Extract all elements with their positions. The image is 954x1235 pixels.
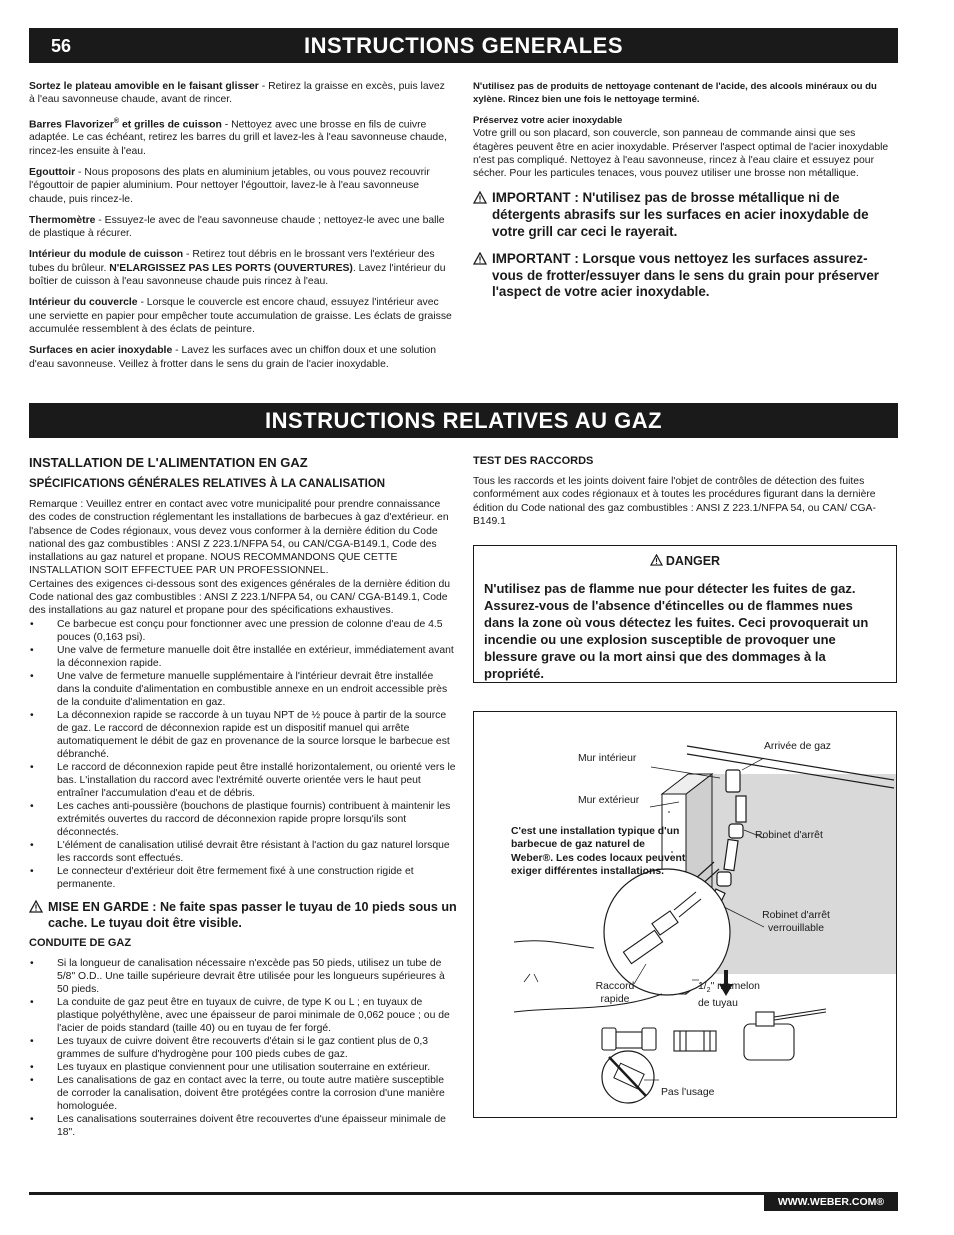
install-heading: INSTALLATION DE L'ALIMENTATION EN GAZ: [29, 455, 308, 470]
danger-box: [473, 545, 897, 683]
paragraph-plateau: Sortez le plateau amovible en le faisant glisser - Retirez la graisse en excès, puis lavez à l'eau savonneuse chaude, avant de rincer.: [29, 81, 445, 106]
list-item: • La conduite de gaz peut être en tuyaux de cuivre, de type K ou L ; en tuyaux de plastique polyéthylène, avec une épaisseur de paroi minimale de 0,062 pouce ; ou de l'acier de poids standard (taille 40) ou en tuyau de fer forgé.: [29, 996, 457, 1035]
paragraph-flavorizer: Barres Flavorizer® et grilles de cuisson - Nettoyez avec une brosse en fils de cuivre adaptée. Le cas échéant, retirez les barres du grill et lavez-les à l'eau savonneuse chaude, rincez-les ensuite à l'eau.: [29, 117, 447, 157]
label-robinet-verrouillable: Robinet d'arrêt verrouillable: [762, 910, 830, 934]
general-left-column: [29, 80, 453, 379]
cleaning-products-note: N'utilisez pas de produits de nettoyage contenant de l'acide, des alcools minéraux ou du xylène. Rincez bien une fois le nettoyage terminé.: [473, 81, 877, 105]
list-item: • Les tuyaux de cuivre doivent être recouverts d'étain si le gaz contient plus de 0,3 grammes de sulfure d'hydrogène pour 100 pieds cubes de gaz.: [29, 1035, 457, 1061]
page-number: 56: [51, 36, 72, 56]
list-item: • Le raccord de déconnexion rapide peut être installé horizontalement, ou orienté vers le bas. L'installation du raccord avec l'extrémité ouverte orientée vers le haut peut entraîner l'accumulation d'eau et de débris.: [29, 761, 457, 800]
warning-icon: [650, 554, 663, 566]
list-item: • Les canalisations de gaz en contact avec la terre, ou toute autre matière susceptible de corroder la canalisation, doivent être protégées contre la corrosion d'une manière homologuée.: [29, 1074, 457, 1113]
list-item: • Une valve de fermeture manuelle doit être installée en extérieur, immédiatement avant la déconnexion rapide.: [29, 644, 457, 670]
paragraph-thermometre: Thermomètre - Essuyez-le avec de l'eau savonneuse chaude ; nettoyez-le avec une balle de plastique à récurer.: [29, 214, 445, 240]
label-pas-usage: Pas l'usage: [661, 1087, 715, 1098]
installation-note: C'est une installation typique d'un barbecue de gaz naturel de Weber®. Les codes locaux peuvent exiger différentes installations.: [511, 826, 686, 878]
test-text: Tous les raccords et les joints doivent faire l'objet de contrôles de détection des fuites conformément aux codes régionaux et à toutes les procédures figurant dans la dernière édition du Code national des gaz combustibles : ANSI Z 223.1/NFPA 54, ou CAN/ CGA-B149.1: [473, 476, 876, 527]
danger-title: DANGER: [665, 554, 721, 568]
gas-right-column: [473, 455, 898, 536]
list-item: • Les canalisations souterraines doivent être recouvertes d'une épaisseur minimale de 18".: [29, 1113, 457, 1139]
detail-circle: [604, 869, 730, 995]
list-item: • Le connecteur d'extérieur doit être fermement fixé à une construction rigide et permanente.: [29, 865, 457, 891]
important-brush: IMPORTANT : N'utilisez pas de brosse métallique ni de détergents abrasifs sur les surfaces en acier inoxydable de votre grill car ceci le rayerait.: [473, 190, 898, 240]
warning-icon: [29, 900, 43, 913]
list-item: • Une valve de fermeture manuelle supplémentaire à l'intérieur devrait être installée dans la conduite d'alimentation en combustible annexe en un endroit accessible près de la conduite d'alimentation en gaz.: [29, 670, 457, 709]
remark-text: Remarque : Veuillez entrer en contact avec votre municipalité pour prendre connaissance des codes de construction réglementant les installations de barbecues à gaz d'extérieur. en l'absence de Codes régionaux, vous devez vous conformer à la dernière édition du Code national des gaz combustibles : ANSI Z 223.1/NFPA 54, ou CAN/CGA-B149.1, Code des installations au gaz naturel et propane. NOUS RECOMMANDONS QUE CETTE INSTALLATION SOIT EFFECTUEE PAR UN PROFESSIONNEL.: [29, 499, 449, 577]
list-item: • L'élément de canalisation utilisé devrait être résistant à l'action du gaz naturel lorsque les raccords sont effectués.: [29, 839, 457, 865]
danger-text: N'utilisez pas de flamme nue pour détecter les fuites de gaz. Assurez-vous de l'absence d'étincelles ou de flammes nues dans la zone où vous détectez les fuites. Ceci provoquerait un incendie ou une explosion susceptible de provoquer une blessure grave ou la mort ainsi que des dommages à la propriété.: [484, 581, 869, 681]
gas-left-column: [29, 455, 457, 1139]
list-item: • Ce barbecue est conçu pour fonctionner avec une pression de colonne d'eau de 4.5 pouces (0,163 psi).: [29, 618, 457, 644]
warning-icon: [473, 191, 487, 204]
danger-title-row: [484, 554, 886, 568]
gas-section-title: INSTRUCTIONS RELATIVES AU GAZ: [264, 408, 663, 433]
gas-section-bar: [29, 403, 898, 438]
warning-icon: [473, 252, 487, 265]
label-mamelon: $1/_2$" mamelon de tuyau: [698, 981, 760, 1010]
important-grain: IMPORTANT : Lorsque vous nettoyez les surfaces assurez-vous de frotter/essuyer dans le sens du grain pour préserver l'aspect de votre acier inoxydable.: [473, 251, 898, 301]
list-item: • Si la longueur de canalisation nécessaire n'excède pas 50 pieds, utilisez un tube de 5/8" O.D.. Une taille supérieure devrait être utilisée pour les longueurs supérieures à 50 pieds.: [29, 957, 457, 996]
label-robinet-arret: Robinet d'arrêt: [755, 830, 823, 841]
preserve-heading: Préservez votre acier inoxydable: [473, 115, 623, 126]
conduit-bullets: [29, 957, 457, 1139]
installation-diagram: [473, 711, 897, 1118]
paragraph-module: Intérieur du module de cuisson - Retirez tout débris en le brossant vers l'extérieur des tubes du brûleur. N'ELARGISSEZ PAS LES PORTS (OUVERTURES). Lavez l'intérieur du boîtier de cuisson à l'eau savonneuse chaude puis rincez à l'eau.: [29, 249, 446, 288]
label-mur-interieur: Mur intérieur: [578, 753, 637, 764]
label-mur-exterieur: Mur extérieur: [578, 795, 640, 806]
general-right-column: [473, 80, 898, 307]
spec-bullets: [29, 618, 457, 891]
list-item: • Les tuyaux en plastique conviennent pour une utilisation souterraine en extérieur.: [29, 1061, 457, 1074]
caution-hose: MISE EN GARDE : Ne faite spas passer le tuyau de 10 pieds sous un cache. Le tuyau doit être visible.: [29, 899, 457, 932]
conduit-heading: CONDUITE DE GAZ: [29, 937, 132, 950]
footer-url-box: [764, 1192, 898, 1211]
footer-url: WWW.WEBER.COM®: [777, 1196, 885, 1208]
label-arrivee-gaz: Arrivée de gaz: [764, 741, 831, 752]
preserve-text: Votre grill ou son placard, son couvercle, son panneau de commande ainsi que ses étagères peuvent être en acier inoxydable. Préserver l'aspect optimal de l'acier inoxydable n'est pas compliqué. Nettoyez à l'eau savonneuse, rincez à l'eau claire et essuyez pour sécher. Pour les particules tenaces, vous pouvez utiliser une brosse non métallique.: [473, 128, 889, 180]
spec-heading: SPÉCIFICATIONS GÉNÉRALES RELATIVES À LA CANALISATION: [29, 478, 386, 490]
paragraph-egouttoir: Egouttoir - Nous proposons des plats en aluminium jetables, ou vous pouvez recouvrir l'égouttoir de papier aluminium. Pour nettoyer l'égouttoir, lavez-le à l'eau savonneuse chaude, puis rincez-le.: [29, 166, 430, 205]
list-item: • La déconnexion rapide se raccorde à un tuyau NPT de ½ pouce à partir de la source de gaz. Le raccord de déconnexion rapide est un dispositif manuel qui arrête automatiquement le débit de gaz en provenance de la source lorsque le barbecue est débranché.: [29, 709, 457, 761]
test-heading: TEST DES RACCORDS: [473, 455, 594, 467]
paragraph-surfaces: Surfaces en acier inoxydable - Lavez les surfaces avec un chiffon doux et une solution d'eau savonneuse. Veillez à frotter dans le sens du grain de l'acier inoxydable.: [29, 345, 437, 370]
requirements-text: Certaines des exigences ci-dessous sont des exigences générales de la dernière édition du Code national des gaz combustibles : ANSI Z 223.1/NFPA 54, ou CAN/ CGA-B149.1, Code des installations au gaz naturel et propane pour des spécifications exhaustives.: [29, 578, 451, 617]
header-bar: [29, 28, 898, 63]
list-item: • Les caches anti-poussière (bouchons de plastique fournis) contribuent à maintenir les extrémités ouvertes du raccord de déconnexion rapide propre lorsqu'ils sont déconnectés.: [29, 800, 457, 839]
paragraph-couvercle: Intérieur du couvercle - Lorsque le couvercle est encore chaud, essuyez l'intérieur avec une serviette en papier pour empêcher toute accumulation de graisse. Les éclats de graisse accumulée ressemblent à des éclats de peinture.: [29, 297, 452, 335]
label-raccord-rapide: Raccord rapide: [595, 981, 635, 1005]
page-title: INSTRUCTIONS GENERALES: [303, 33, 624, 58]
